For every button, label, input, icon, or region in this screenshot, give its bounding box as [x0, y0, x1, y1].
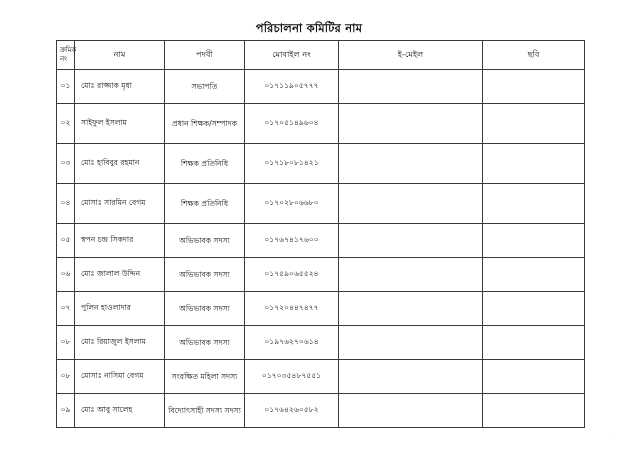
- table-row: [57, 104, 585, 144]
- cell-email: [339, 258, 483, 292]
- cell-designation: অভিভাবক সদস্য: [165, 292, 245, 326]
- cell-name: স্বপন চন্দ্র সিকদার: [75, 224, 165, 258]
- cell-serial: ০২: [57, 104, 75, 144]
- table-row: [57, 394, 585, 428]
- cell-name: মোঃ রাজ্জাক মৃধা: [75, 70, 165, 104]
- table-row: [57, 224, 585, 258]
- cell-serial: ০৮: [57, 326, 75, 360]
- cell-mobile: ০১৭২০৪৪৭৪৭৭: [245, 292, 339, 326]
- cell-email: [339, 292, 483, 326]
- cell-mobile: ০১৭১৮০৮১৪২১: [245, 144, 339, 184]
- header-designation: পদবী: [165, 41, 245, 70]
- cell-mobile: ০১৭১১৯০৫৭৭৭: [245, 70, 339, 104]
- cell-photo: [483, 70, 585, 104]
- cell-name: পুলিন হাওলাদার: [75, 292, 165, 326]
- cell-email: [339, 70, 483, 104]
- cell-designation: সংরক্ষিত মহিলা সদস্য: [165, 360, 245, 394]
- table-row: [57, 144, 585, 184]
- cell-mobile: ০১৯৭৬২৭০৬১৪: [245, 326, 339, 360]
- cell-email: [339, 224, 483, 258]
- cell-mobile: ০১৭৫৯০৬৫৫২৪: [245, 258, 339, 292]
- scan-speck: ·: [610, 437, 612, 444]
- cell-email: [339, 144, 483, 184]
- cell-designation: শিক্ষক প্রতিনিধি: [165, 144, 245, 184]
- header-email: ই-মেইল: [339, 41, 483, 70]
- header-mobile: মোবাইল নং: [245, 41, 339, 70]
- cell-email: [339, 104, 483, 144]
- cell-designation: অভিভাবক সদস্য: [165, 224, 245, 258]
- cell-mobile: ০১৭০৩৫৪৮৭৫৫১: [245, 360, 339, 394]
- cell-email: [339, 360, 483, 394]
- cell-photo: [483, 144, 585, 184]
- cell-mobile: ০১৭০৫১৪৯৬০৪: [245, 104, 339, 144]
- cell-serial: ০৮: [57, 360, 75, 394]
- cell-photo: [483, 292, 585, 326]
- table-row: [57, 360, 585, 394]
- cell-name: মোঃ জালাল উদ্দিন: [75, 258, 165, 292]
- cell-mobile: ০১৭০২৮০৬৬৮০: [245, 184, 339, 224]
- cell-serial: ০৯: [57, 394, 75, 428]
- cell-designation: প্রধান শিক্ষক/সম্পাদক: [165, 104, 245, 144]
- table-header-row: [57, 41, 585, 70]
- document-title: পরিচালনা কমিটির নাম: [255, 21, 363, 35]
- cell-serial: ০৬: [57, 258, 75, 292]
- cell-name: সাইফুল ইসলাম: [75, 104, 165, 144]
- table-row: [57, 184, 585, 224]
- cell-designation: বিদ্যোৎসাহী সদস্য সদস্য: [165, 394, 245, 428]
- cell-serial: ০৭: [57, 292, 75, 326]
- cell-email: [339, 326, 483, 360]
- header-photo: ছবি: [483, 41, 585, 70]
- cell-photo: [483, 394, 585, 428]
- cell-designation: অভিভাবক সদস্য: [165, 258, 245, 292]
- committee-table: [56, 40, 585, 428]
- cell-name: মোঃ আবু সালেহ: [75, 394, 165, 428]
- cell-serial: ০৫: [57, 224, 75, 258]
- cell-designation: সভাপতি: [165, 70, 245, 104]
- cell-photo: [483, 360, 585, 394]
- cell-email: [339, 184, 483, 224]
- cell-photo: [483, 184, 585, 224]
- cell-designation: শিক্ষক প্রতিনিধি: [165, 184, 245, 224]
- header-serial: ক্রমিক নং: [57, 41, 75, 70]
- table-row: [57, 70, 585, 104]
- cell-mobile: ০১৭৬৪২৬০৫৮২: [245, 394, 339, 428]
- cell-photo: [483, 224, 585, 258]
- cell-name: মোসাঃ সারমিন বেগম: [75, 184, 165, 224]
- cell-designation: অভিভাবক সদস্য: [165, 326, 245, 360]
- table-row: [57, 258, 585, 292]
- cell-photo: [483, 104, 585, 144]
- cell-serial: ০৩: [57, 144, 75, 184]
- table-row: [57, 326, 585, 360]
- cell-email: [339, 394, 483, 428]
- cell-name: মোঃ হাবিবুর রহমান: [75, 144, 165, 184]
- cell-name: মোঃ রিয়াজুল ইসলাম: [75, 326, 165, 360]
- cell-photo: [483, 326, 585, 360]
- cell-photo: [483, 258, 585, 292]
- header-name: নাম: [75, 41, 165, 70]
- cell-serial: ০৪: [57, 184, 75, 224]
- cell-serial: ০১: [57, 70, 75, 104]
- cell-mobile: ০১৭৬৭৪১৭৬০০: [245, 224, 339, 258]
- cell-name: মোসাঃ নাসিমা বেগম: [75, 360, 165, 394]
- table-row: [57, 292, 585, 326]
